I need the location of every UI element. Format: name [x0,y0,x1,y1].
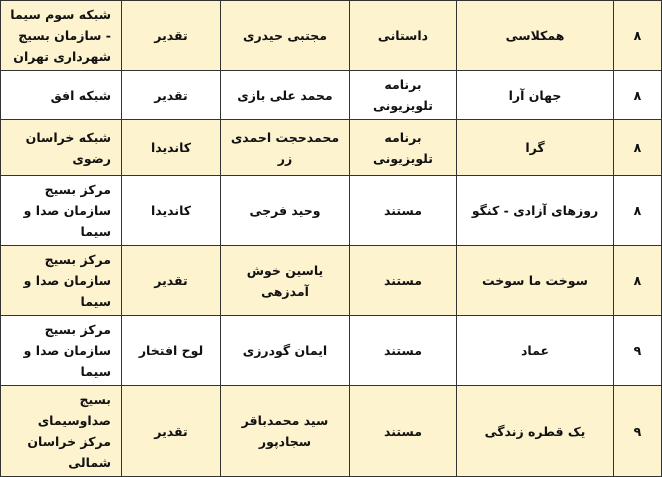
program-title: یک قطره زندگی [457,386,614,477]
program-title: سوخت ما سوخت [457,246,614,316]
row-number: ۸ [614,246,662,316]
program-title: جهان آرا [457,71,614,120]
table-row [1,316,662,386]
row-number: ۸ [614,71,662,120]
director-name: سید محمدباقر سجادپور [221,386,350,477]
table-row [1,246,662,316]
channel-name: مرکز بسیج سازمان صدا و سیما [1,316,122,386]
program-type: مستند [350,316,457,386]
table-row [1,386,662,477]
director-name: یاسین خوش آمدزهی [221,246,350,316]
director-name: ایمان گودرزی [221,316,350,386]
row-number: ۸ [614,120,662,176]
program-title: عماد [457,316,614,386]
award-status: تقدیر [122,246,221,316]
channel-name: شبکه خراسان رضوی [1,120,122,176]
program-type: مستند [350,176,457,246]
table-row [1,71,662,120]
row-number: ۹ [614,316,662,386]
table-row [1,1,662,71]
program-type: مستند [350,246,457,316]
channel-name: شبکه سوم سیما - سازمان بسیج شهرداری تهران [1,1,122,71]
program-title: روزهای آزادی - کنگو [457,176,614,246]
award-status: لوح افتخار [122,316,221,386]
program-type: داستانی [350,1,457,71]
channel-name: شبکه افق [1,71,122,120]
program-title: گرا [457,120,614,176]
award-status: کاندیدا [122,120,221,176]
table-row [1,120,662,176]
director-name: مجتبی حیدری [221,1,350,71]
row-number: ۸ [614,1,662,71]
director-name: محمد علی بازی [221,71,350,120]
row-number: ۸ [614,176,662,246]
award-status: تقدیر [122,1,221,71]
table-row [1,176,662,246]
program-type: برنامه تلویزیونی [350,120,457,176]
program-title: همکلاسی [457,1,614,71]
award-status: تقدیر [122,386,221,477]
channel-name: بسیج صداوسیمای مرکز خراسان شمالی [1,386,122,477]
director-name: وحید فرجی [221,176,350,246]
award-status: تقدیر [122,71,221,120]
channel-name: مرکز بسیج سازمان صدا و سیما [1,176,122,246]
row-number: ۹ [614,386,662,477]
award-status: کاندیدا [122,176,221,246]
director-name: محمدحجت احمدی زر [221,120,350,176]
program-type: برنامه تلویزیونی [350,71,457,120]
program-type: مستند [350,386,457,477]
channel-name: مرکز بسیج سازمان صدا و سیما [1,246,122,316]
